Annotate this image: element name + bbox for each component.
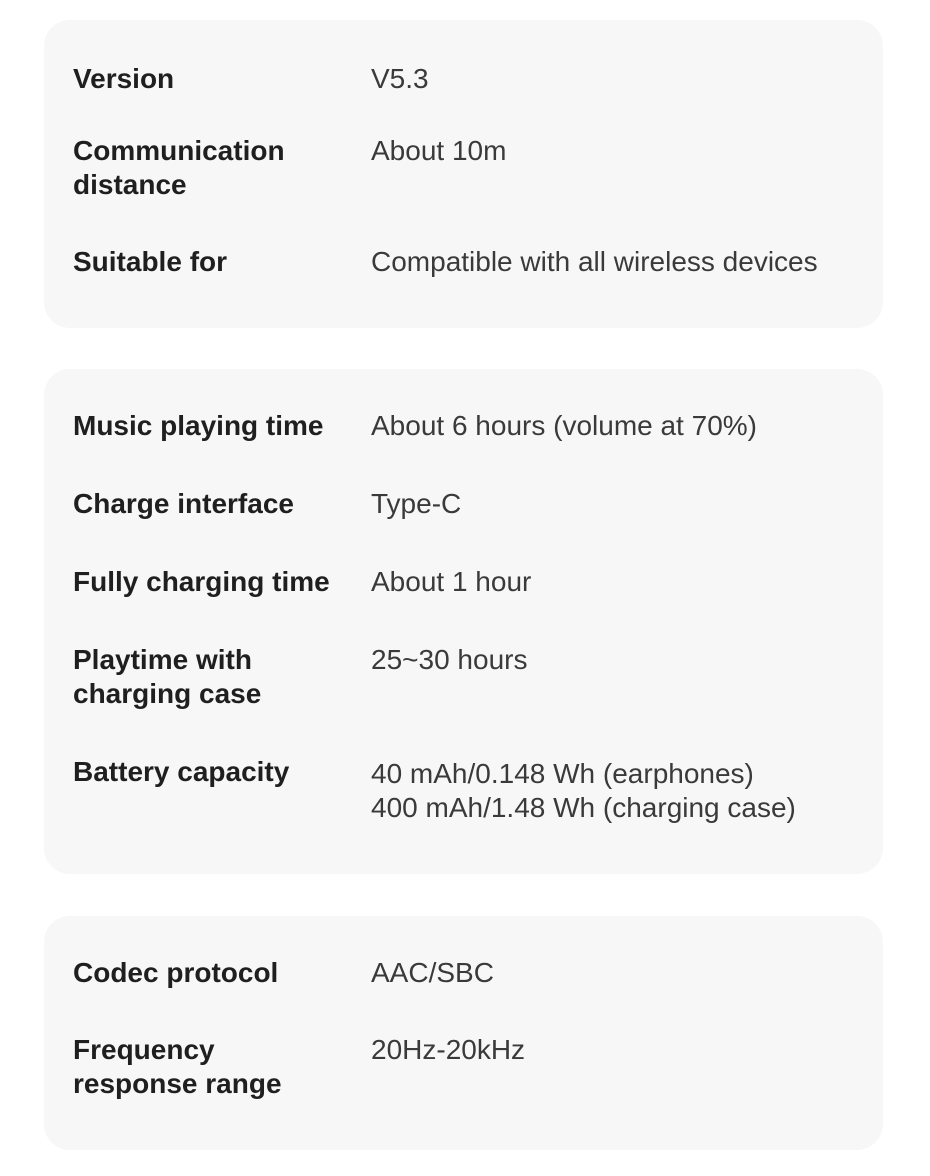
spec-label-battery-capacity: Battery capacity: [73, 756, 290, 787]
spec-card-audio: [44, 916, 883, 1150]
spec-label-music-playing-time: Music playing time: [73, 410, 324, 441]
spec-value-music-playing-time: About 6 hours (volume at 70%): [371, 410, 757, 441]
spec-value-playtime-with-charging-case: 25~30 hours: [371, 644, 528, 675]
spec-value-charge-interface: Type-C: [371, 488, 462, 519]
spec-label-playtime-with-charging-case: Playtime with charging case: [73, 644, 262, 709]
spec-label-suitable-for: Suitable for: [73, 246, 228, 277]
spec-label-codec-protocol: Codec protocol: [73, 957, 279, 988]
spec-value-codec-protocol: AAC/SBC: [371, 957, 494, 988]
spec-value-version: V5.3: [371, 63, 429, 94]
spec-value-fully-charging-time: About 1 hour: [371, 566, 532, 597]
spec-label-frequency-response-range: Frequency response range: [73, 1034, 282, 1099]
battery-capacity-charging-case: 400 mAh/1.48 Wh (charging case): [371, 792, 796, 823]
spec-value-battery-capacity: [371, 757, 876, 825]
spec-label-charge-interface: Charge interface: [73, 488, 294, 519]
battery-capacity-earphones: 40 mAh/0.148 Wh (earphones): [371, 758, 754, 789]
spec-value-frequency-response-range: 20Hz-20kHz: [371, 1034, 526, 1065]
spec-label-fully-charging-time: Fully charging time: [73, 566, 330, 597]
spec-label-version: Version: [73, 63, 175, 94]
spec-value-suitable-for: Compatible with all wireless devices: [371, 246, 818, 277]
spec-card-connectivity: [44, 20, 883, 328]
spec-label-communication-distance: Communication distance: [73, 135, 285, 200]
spec-value-communication-distance: About 10m: [371, 135, 507, 166]
spec-card-battery: [44, 369, 883, 874]
